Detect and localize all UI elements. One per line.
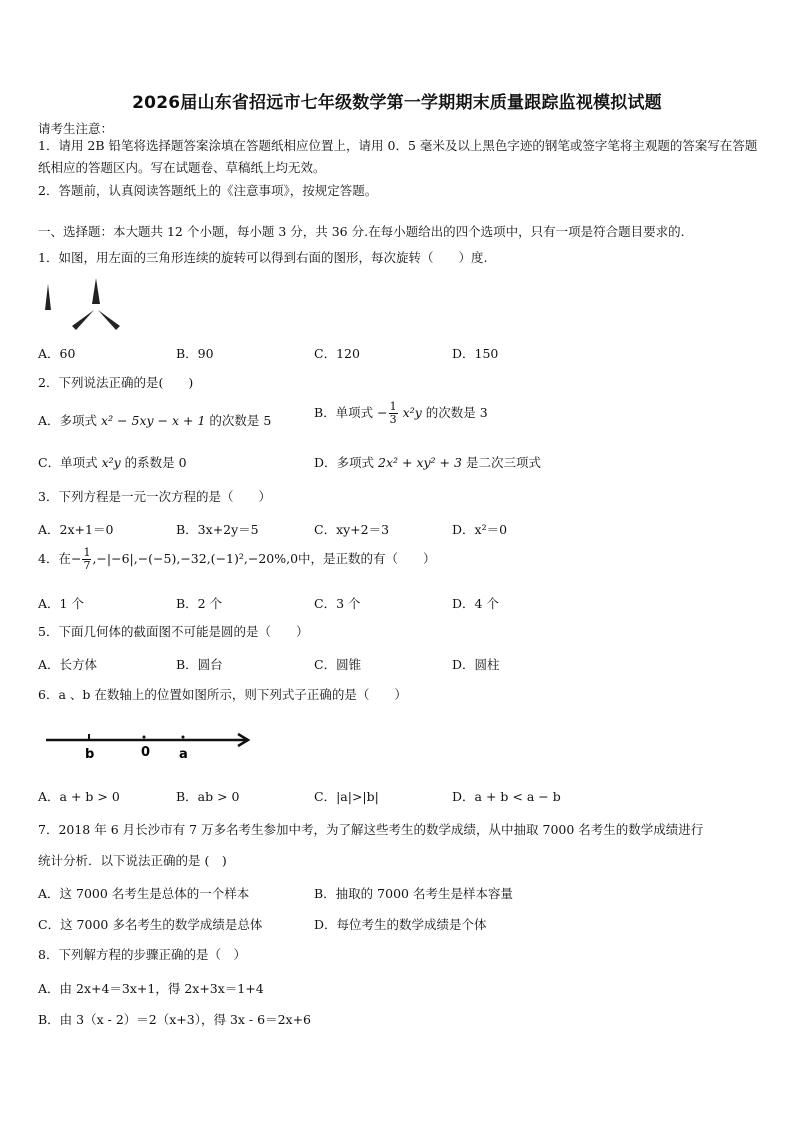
q7-option-b: B．抽取的 7000 名考生是样本容量 bbox=[314, 886, 513, 901]
q2-b-expression: x²y bbox=[402, 405, 422, 420]
rotated-triangle-left bbox=[72, 310, 94, 330]
q4-fraction bbox=[82, 547, 91, 572]
q2-b-fraction-num: 1 bbox=[389, 400, 397, 413]
q2-option-c bbox=[38, 453, 187, 471]
q2-b-fraction-den: 3 bbox=[389, 413, 397, 426]
q2-b-fraction bbox=[389, 401, 398, 426]
q3-option-c: C．xy+2＝3 bbox=[314, 522, 390, 537]
q8-option-a: A．由 2x+4＝3x+1，得 2x+3x＝1+4 bbox=[38, 981, 264, 996]
q2-a-expression: x² − 5xy − x + 1 bbox=[101, 413, 206, 428]
notice-heading: 请考生注意： bbox=[38, 121, 114, 136]
question-1-stem: 1．如图，用左面的三角形连续的旋转可以得到右面的图形，每次旋转（ ）度. bbox=[38, 250, 488, 265]
q3-option-d: D．x²＝0 bbox=[452, 522, 508, 537]
q3-option-b: B．3x+2y＝5 bbox=[176, 522, 259, 537]
q4-fraction-num: 1 bbox=[83, 546, 91, 559]
q1-option-d: D．150 bbox=[452, 346, 499, 361]
q4-option-c: C．3 个 bbox=[314, 596, 361, 611]
q2-d-prefix: D．多项式 bbox=[314, 455, 375, 470]
question-7-line-1: 7．2018 年 6 月长沙市有 7 万多名考生参加中考，为了解这些考生的数学成绩，从中抽取 7000 名考生的数学成绩进行 bbox=[38, 822, 704, 837]
q1-option-b: B．90 bbox=[176, 346, 214, 361]
label-a: a bbox=[179, 747, 188, 762]
question-3-stem: 3．下列方程是一元一次方程的是（ ） bbox=[38, 489, 271, 504]
q2-b-suffix: 的次数是 3 bbox=[425, 405, 488, 420]
q6-option-c: C．|a|>|b| bbox=[314, 789, 379, 804]
q7-option-c: C．这 7000 多名考生的数学成绩是总体 bbox=[38, 917, 263, 932]
q4-option-a: A．1 个 bbox=[38, 596, 84, 611]
q3-option-a: A．2x+1＝0 bbox=[38, 522, 114, 537]
question-4-stem bbox=[38, 547, 436, 572]
q8-option-b: B．由 3（x - 2）＝2（x+3），得 3x - 6＝2x+6 bbox=[38, 1012, 311, 1027]
q5-option-b: B．圆台 bbox=[176, 657, 223, 672]
rotated-triangle-top bbox=[92, 278, 100, 304]
label-zero: 0 bbox=[141, 745, 151, 760]
question-6-stem: 6．a 、b 在数轴上的位置如图所示，则下列式子正确的是（ ） bbox=[38, 687, 407, 702]
q2-b-minus: − bbox=[377, 405, 388, 420]
q1-option-c: C．120 bbox=[314, 346, 360, 361]
q4-prefix: 4．在 bbox=[38, 551, 71, 566]
q4-fraction-den: 7 bbox=[83, 559, 91, 572]
rotation-figure bbox=[38, 274, 128, 334]
rotated-triangle-right bbox=[98, 310, 120, 330]
q4-option-b: B．2 个 bbox=[176, 596, 223, 611]
tick-a bbox=[182, 736, 185, 739]
q6-option-a: A．a + b > 0 bbox=[38, 789, 120, 804]
q2-option-b bbox=[314, 401, 488, 426]
q2-c-suffix: 的系数是 0 bbox=[124, 455, 187, 470]
question-8-stem: 8．下列解方程的步骤正确的是（ ） bbox=[38, 947, 246, 962]
single-triangle-shape bbox=[45, 284, 51, 310]
q2-c-expression: x²y bbox=[101, 455, 121, 470]
q5-option-c: C．圆锥 bbox=[314, 657, 362, 672]
label-b: b bbox=[85, 747, 95, 762]
question-2-stem: 2．下列说法正确的是( ) bbox=[38, 375, 194, 390]
q2-d-suffix: 是二次三项式 bbox=[465, 455, 541, 470]
q2-option-d bbox=[314, 453, 541, 471]
q6-option-b: B．ab > 0 bbox=[176, 789, 240, 804]
q4-suffix: 中，是正数的有（ ） bbox=[298, 551, 436, 566]
number-line bbox=[40, 728, 260, 764]
q4-option-d: D．4 个 bbox=[452, 596, 499, 611]
section-1-heading: 一、选择题：本大题共 12 个小题，每小题 3 分，共 36 分.在每小题给出的四个选项中，只有一项是符合题目要求的. bbox=[38, 224, 685, 239]
q5-option-a: A．长方体 bbox=[38, 657, 98, 672]
q2-b-prefix: B．单项式 bbox=[314, 405, 374, 420]
exam-title: 2026届山东省招远市七年级数学第一学期期末质量跟踪监视模拟试题 bbox=[132, 93, 662, 113]
tick-zero bbox=[143, 736, 146, 739]
q6-option-d: D．a + b < a − b bbox=[452, 789, 561, 804]
question-5-stem: 5．下面几何体的截面图不可能是圆的是（ ） bbox=[38, 624, 309, 639]
q1-option-a: A．60 bbox=[38, 346, 76, 361]
q2-option-a bbox=[38, 411, 271, 429]
q4-minus: − bbox=[70, 551, 82, 566]
q7-option-a: A．这 7000 名考生是总体的一个样本 bbox=[38, 886, 250, 901]
q7-option-d: D．每位考生的数学成绩是个体 bbox=[314, 917, 487, 932]
q5-option-d: D．圆柱 bbox=[452, 657, 500, 672]
q2-d-expression: 2x² + xy² + 3 bbox=[378, 455, 462, 470]
q2-c-prefix: C．单项式 bbox=[38, 455, 98, 470]
question-7-line-2: 统计分析．以下说法正确的是 ( ) bbox=[38, 853, 227, 868]
q2-a-suffix: 的次数是 5 bbox=[209, 413, 272, 428]
q2-a-prefix: A．多项式 bbox=[38, 413, 98, 428]
notice-item-1: 1．请用 2B 铅笔将选择题答案涂填在答题纸相应位置上，请用 0．5 毫米及以上黑色字迹的钢笔或签字笔将主观题的答案写在答题纸相应的答题区内。写在试题卷、草稿纸上均无效。 bbox=[38, 138, 758, 175]
q4-expression: ,−|−6|,−(−5),−32,(−1)²,−20%,0 bbox=[92, 551, 299, 566]
notice-item-2: 2．答题前，认真阅读答题纸上的《注意事项》，按规定答题。 bbox=[38, 183, 378, 198]
